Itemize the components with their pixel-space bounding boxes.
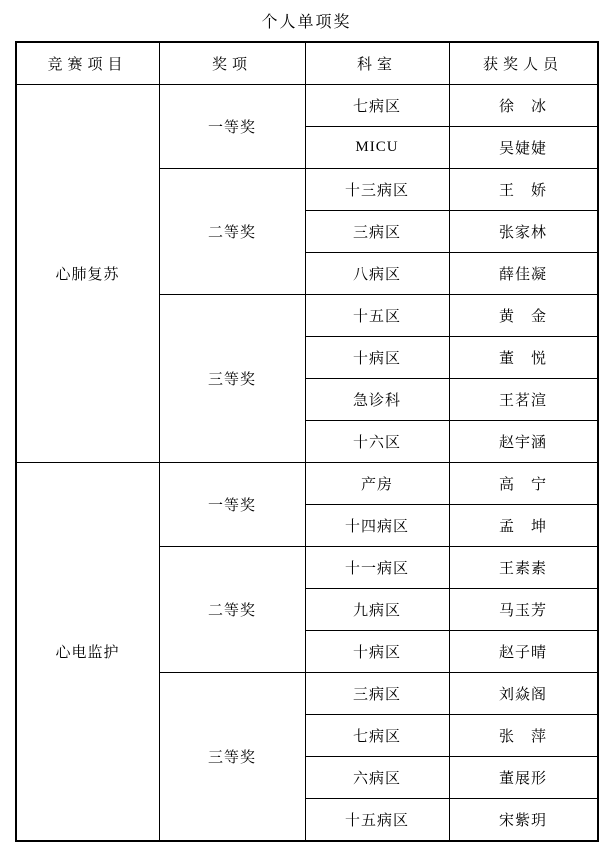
header-award: 奖项 xyxy=(159,42,305,85)
award-table-body xyxy=(16,85,598,842)
winner-name-cell: 张家林 xyxy=(449,211,598,253)
department-cell: MICU xyxy=(305,127,449,169)
department-cell: 急诊科 xyxy=(305,379,449,421)
winner-name-cell: 王茗渲 xyxy=(449,379,598,421)
department-cell: 十三病区 xyxy=(305,169,449,211)
header-project: 竞赛项目 xyxy=(16,42,160,85)
award-table xyxy=(15,41,599,842)
winner-name-cell: 薛佳凝 xyxy=(449,253,598,295)
award-cell: 二等奖 xyxy=(159,169,305,295)
department-cell: 产房 xyxy=(305,463,449,505)
award-cell: 一等奖 xyxy=(159,463,305,547)
award-cell: 一等奖 xyxy=(159,85,305,169)
award-cell: 三等奖 xyxy=(159,295,305,463)
table-row xyxy=(16,463,598,505)
department-cell: 十病区 xyxy=(305,631,449,673)
page-title: 个人单项奖 xyxy=(261,14,352,31)
department-cell: 八病区 xyxy=(305,253,449,295)
winner-name-cell: 刘焱阁 xyxy=(449,673,598,715)
winner-name-cell: 黄 金 xyxy=(449,295,598,337)
winner-name-cell: 赵宇涵 xyxy=(449,421,598,463)
table-header xyxy=(16,42,598,85)
header-row xyxy=(16,42,598,85)
winner-name-cell: 吴婕婕 xyxy=(449,127,598,169)
winner-name-cell: 徐 冰 xyxy=(449,85,598,127)
award-cell: 二等奖 xyxy=(159,547,305,673)
winner-name-cell: 董展形 xyxy=(449,757,598,799)
winner-name-cell: 高 宁 xyxy=(449,463,598,505)
winner-name-cell: 王 娇 xyxy=(449,169,598,211)
department-cell: 三病区 xyxy=(305,673,449,715)
department-cell: 七病区 xyxy=(305,715,449,757)
header-department: 科室 xyxy=(305,42,449,85)
table-row xyxy=(16,85,598,127)
winner-name-cell: 张 萍 xyxy=(449,715,598,757)
department-cell: 十五区 xyxy=(305,295,449,337)
header-winner: 获奖人员 xyxy=(449,42,598,85)
winner-name-cell: 宋紫玥 xyxy=(449,799,598,842)
department-cell: 十四病区 xyxy=(305,505,449,547)
department-cell: 三病区 xyxy=(305,211,449,253)
department-cell: 六病区 xyxy=(305,757,449,799)
award-cell: 三等奖 xyxy=(159,673,305,842)
department-cell: 十五病区 xyxy=(305,799,449,842)
winner-name-cell: 赵子晴 xyxy=(449,631,598,673)
winner-name-cell: 孟 坤 xyxy=(449,505,598,547)
winner-name-cell: 董 悦 xyxy=(449,337,598,379)
winner-name-cell: 马玉芳 xyxy=(449,589,598,631)
department-cell: 七病区 xyxy=(305,85,449,127)
department-cell: 十病区 xyxy=(305,337,449,379)
project-cell: 心肺复苏 xyxy=(16,85,160,463)
department-cell: 九病区 xyxy=(305,589,449,631)
department-cell: 十一病区 xyxy=(305,547,449,589)
winner-name-cell: 王素素 xyxy=(449,547,598,589)
department-cell: 十六区 xyxy=(305,421,449,463)
project-cell: 心电监护 xyxy=(16,463,160,842)
